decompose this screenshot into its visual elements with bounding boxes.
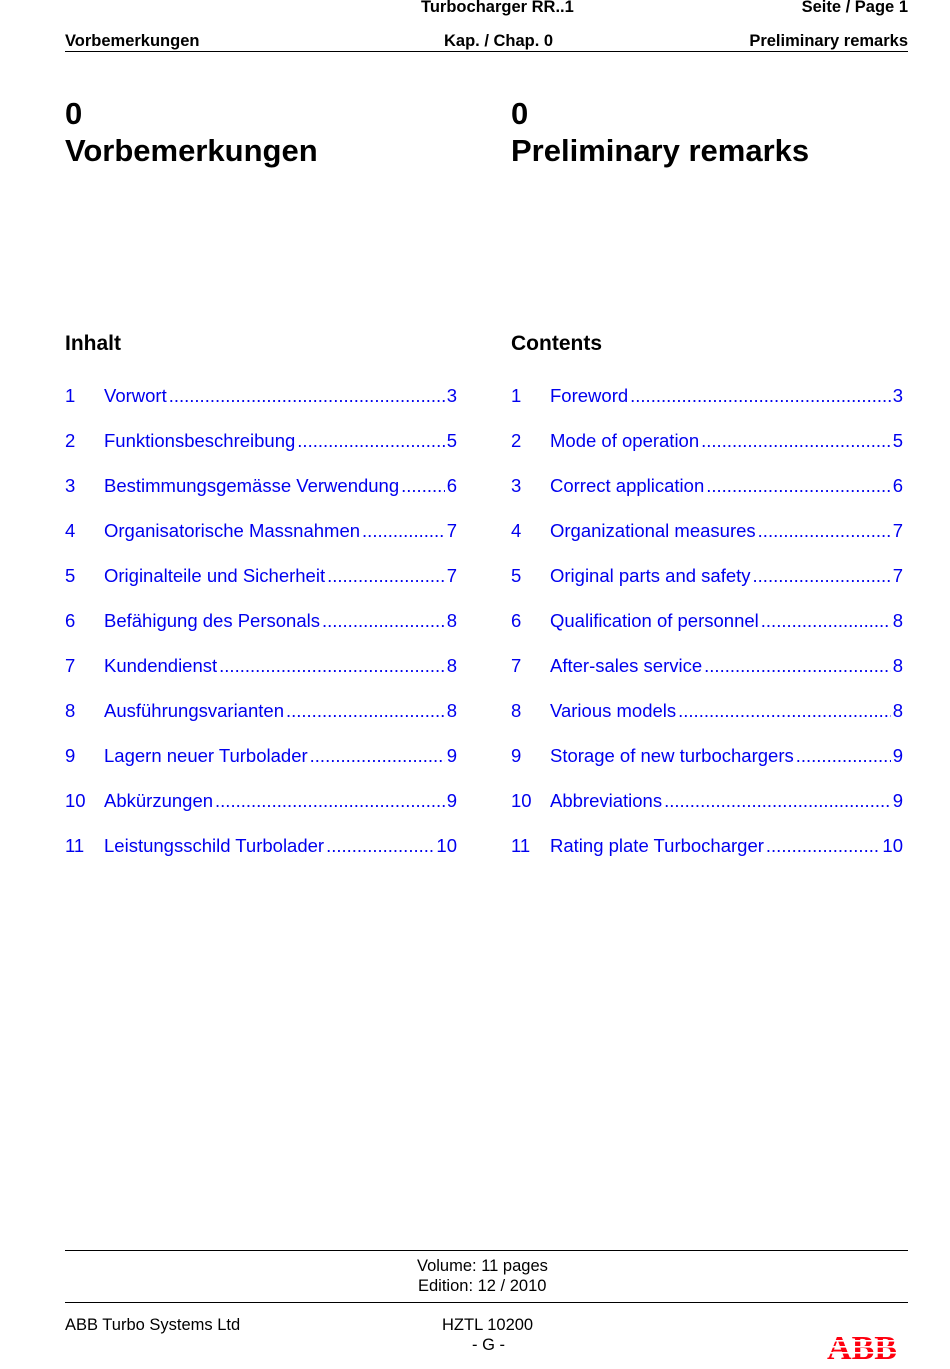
toc-title: Leistungsschild Turbolader	[104, 835, 325, 856]
toc-leader	[322, 610, 445, 632]
toc-num: 3	[511, 475, 522, 496]
toc-num: 11	[511, 835, 531, 856]
chapter-label: Kap. / Chap. 0	[444, 32, 554, 50]
toc-link-kundendienst[interactable]	[65, 655, 457, 700]
toc-link-bestimmungsgemaesse-verwendung[interactable]	[65, 475, 457, 520]
footer-divider-bottom	[65, 1302, 908, 1303]
toc-link-lagern[interactable]	[65, 745, 457, 790]
toc-leader	[704, 655, 891, 677]
chapter-title-de: Vorbemerkungen	[65, 133, 318, 168]
toc-num: 2	[65, 430, 76, 451]
toc-leader	[761, 610, 891, 632]
toc-title: Rating plate Turbocharger	[550, 835, 764, 856]
toc-link-after-sales[interactable]	[511, 655, 903, 700]
toc-page: 9	[446, 745, 457, 766]
header-divider	[65, 51, 908, 52]
toc-num: 8	[511, 700, 522, 721]
toc-link-ausfuehrungsvarianten[interactable]	[65, 700, 457, 745]
toc-link-leistungsschild[interactable]	[65, 835, 457, 880]
toc-leader	[678, 700, 891, 722]
toc-page: 10	[882, 835, 903, 856]
toc-leader	[215, 790, 445, 812]
toc-title: Organisatorische Massnahmen	[104, 520, 361, 541]
toc-title: After-sales service	[550, 655, 703, 676]
toc-page: 9	[892, 790, 903, 811]
toc-num: 7	[65, 655, 76, 676]
toc-page: 9	[446, 790, 457, 811]
toc-link-mode-of-operation[interactable]	[511, 430, 903, 475]
toc-link-storage[interactable]	[511, 745, 903, 790]
toc-link-qualification[interactable]	[511, 610, 903, 655]
toc-num: 1	[65, 385, 76, 406]
toc-num: 5	[65, 565, 76, 586]
toc-page: 8	[892, 655, 903, 676]
toc-page: 6	[446, 475, 457, 496]
toc-title: Originalteile und Sicherheit	[104, 565, 326, 586]
toc-num: 10	[65, 790, 86, 811]
toc-page: 5	[892, 430, 903, 451]
toc-link-organizational-measures[interactable]	[511, 520, 903, 565]
toc-num: 6	[511, 610, 522, 631]
toc-page: 7	[446, 520, 457, 541]
abb-logo	[824, 1331, 900, 1361]
toc-num: 3	[65, 475, 76, 496]
toc-title: Befähigung des Personals	[104, 610, 320, 631]
toc-de	[65, 385, 457, 880]
toc-title: Original parts and safety	[550, 565, 751, 586]
toc-page: 8	[892, 700, 903, 721]
toc-page: 3	[446, 385, 457, 406]
toc-title: Qualification of personnel	[550, 610, 759, 631]
toc-page: 8	[446, 700, 457, 721]
page-number: Seite / Page 1	[801, 0, 908, 16]
toc-num: 4	[65, 520, 76, 541]
contents-heading-de: Inhalt	[65, 332, 121, 355]
chapter-number-en: 0	[511, 96, 529, 131]
toc-title: Storage of new turbochargers	[550, 745, 794, 766]
toc-title: Ausführungsvarianten	[104, 700, 284, 721]
toc-page: 6	[892, 475, 903, 496]
toc-leader	[169, 385, 445, 407]
toc-leader	[753, 565, 891, 587]
toc-num: 9	[511, 745, 522, 766]
toc-num: 11	[65, 835, 85, 856]
volume-info: Volume: 11 pages	[417, 1257, 548, 1275]
toc-link-various-models[interactable]	[511, 700, 903, 745]
toc-leader	[766, 835, 881, 857]
toc-page: 7	[892, 520, 903, 541]
toc-link-vorwort[interactable]	[65, 385, 457, 430]
toc-leader	[706, 475, 890, 497]
toc-link-abkuerzungen[interactable]	[65, 790, 457, 835]
toc-leader	[362, 520, 445, 542]
toc-page: 3	[892, 385, 903, 406]
toc-page: 10	[436, 835, 457, 856]
toc-num: 1	[511, 385, 522, 406]
toc-title: Kundendienst	[104, 655, 218, 676]
product-name: Turbocharger RR..1	[421, 0, 574, 16]
toc-title: Correct application	[550, 475, 705, 496]
toc-num: 4	[511, 520, 522, 541]
document-suffix: - G -	[472, 1336, 505, 1354]
contents-heading-en: Contents	[511, 332, 602, 355]
toc-page: 8	[892, 610, 903, 631]
toc-num: 9	[65, 745, 76, 766]
toc-link-correct-application[interactable]	[511, 475, 903, 520]
toc-en	[511, 385, 903, 880]
toc-link-organisatorische-massnahmen[interactable]	[65, 520, 457, 565]
toc-num: 8	[65, 700, 76, 721]
chapter-number-de: 0	[65, 96, 83, 131]
toc-link-funktionsbeschreibung[interactable]	[65, 430, 457, 475]
toc-title: Lagern neuer Turbolader	[104, 745, 308, 766]
toc-page: 5	[446, 430, 457, 451]
toc-leader	[327, 565, 445, 587]
toc-title: Vorwort	[104, 385, 167, 406]
toc-page: 7	[892, 565, 903, 586]
toc-leader	[310, 745, 445, 767]
toc-num: 7	[511, 655, 522, 676]
toc-leader	[630, 385, 891, 407]
toc-leader	[758, 520, 891, 542]
toc-leader	[701, 430, 891, 452]
toc-title: Abkürzungen	[104, 790, 214, 811]
section-title-de: Vorbemerkungen	[65, 32, 200, 50]
toc-leader	[286, 700, 445, 722]
toc-title: Various models	[550, 700, 677, 721]
toc-link-originalteile[interactable]	[65, 565, 457, 610]
toc-link-abbreviations[interactable]	[511, 790, 903, 835]
toc-title: Organizational measures	[550, 520, 756, 541]
toc-title: Bestimmungsgemässe Verwendung	[104, 475, 400, 496]
edition-info: Edition: 12 / 2010	[418, 1277, 547, 1295]
chapter-title-en: Preliminary remarks	[511, 133, 810, 168]
toc-num: 10	[511, 790, 532, 811]
section-title-en: Preliminary remarks	[749, 32, 908, 50]
footer-divider-top	[65, 1250, 908, 1251]
document-number: HZTL 10200	[442, 1316, 534, 1334]
toc-link-original-parts[interactable]	[511, 565, 903, 610]
toc-link-rating-plate[interactable]	[511, 835, 903, 880]
toc-leader	[664, 790, 891, 812]
toc-leader	[796, 745, 891, 767]
toc-title: Funktionsbeschreibung	[104, 430, 296, 451]
toc-title: Abbreviations	[550, 790, 663, 811]
toc-num: 2	[511, 430, 522, 451]
toc-page: 9	[892, 745, 903, 766]
toc-num: 6	[65, 610, 76, 631]
toc-page: 7	[446, 565, 457, 586]
toc-link-foreword[interactable]	[511, 385, 903, 430]
toc-leader	[401, 475, 445, 497]
toc-num: 5	[511, 565, 522, 586]
toc-leader	[219, 655, 445, 677]
toc-page: 8	[446, 655, 457, 676]
toc-leader	[297, 430, 444, 452]
toc-leader	[326, 835, 434, 857]
toc-page: 8	[446, 610, 457, 631]
company-name: ABB Turbo Systems Ltd	[65, 1316, 241, 1334]
toc-title: Foreword	[550, 385, 629, 406]
toc-link-befaehigung[interactable]	[65, 610, 457, 655]
toc-title: Mode of operation	[550, 430, 700, 451]
